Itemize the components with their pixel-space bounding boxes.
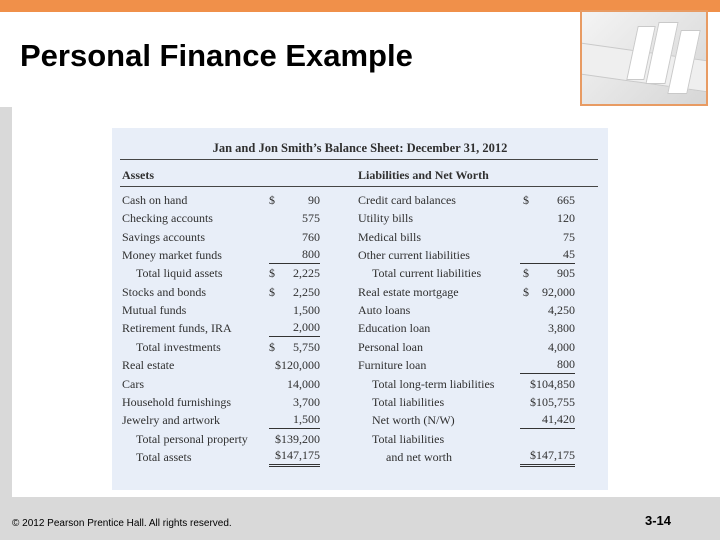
row-amount: 4,250 [548,303,575,318]
row-label: Education loan [358,321,431,336]
row-amount: 3,800 [548,321,575,336]
row-amount: 2,250 [293,284,320,299]
row-label: Total liabilities [372,394,445,409]
liabilities-header: Liabilities and Net Worth [358,168,489,182]
row-label: Total current liabilities [372,266,482,281]
dollar-sign: $ [523,193,529,207]
row-amount: 2,000 [269,319,320,337]
row-amount: 41,420 [520,411,575,429]
liability-row [112,338,608,356]
liability-row [112,393,608,411]
title-rule [120,159,598,160]
row-amount: 1,500 [293,303,320,318]
row-label: Utility bills [358,211,414,226]
row-label: Furniture loan [358,358,427,373]
assets-header: Assets [122,168,154,182]
liability-row [112,448,608,466]
row-amount: 5,750 [293,339,320,354]
row-amount: 575 [302,211,320,226]
row-amount: 2,225 [293,266,320,281]
row-label: Real estate [122,358,175,373]
balance-sheet [112,128,608,490]
row-label: Mutual funds [122,303,187,318]
row-label: Other current liabilities [358,248,470,263]
liability-row [112,301,608,319]
liability-row [112,375,608,393]
row-label: Retirement funds, IRA [122,321,232,336]
row-amount: 800 [520,356,575,374]
row-amount: 1,500 [269,411,320,429]
conference-room-photo [580,10,708,106]
liability-row [112,264,608,282]
row-label: Money market funds [122,248,222,263]
dollar-sign: $ [523,266,529,281]
row-amount: $104,850 [530,376,575,391]
row-label: Total investments [136,339,221,354]
row-amount: $105,755 [530,394,575,409]
row-label: Total liquid assets [136,266,223,281]
dollar-sign: $ [269,339,275,354]
row-amount: $147,175 [269,448,320,467]
liability-row [112,411,608,429]
row-label: Jewelry and artwork [122,413,220,428]
row-label: Cash on hand [122,193,188,207]
dollar-sign: $ [269,193,275,207]
dollar-sign: $ [269,266,275,281]
row-label: Cars [122,376,144,391]
liability-row [112,319,608,337]
slide-title: Personal Finance Example [20,38,413,73]
row-amount: 45 [520,246,575,264]
row-amount: 92,000 [542,284,575,299]
row-label: Household furnishings [122,394,231,409]
row-amount: 665 [557,193,575,207]
balance-sheet-title: Jan and Jon Smith’s Balance Sheet: December 31, 2012 [212,141,508,155]
row-label: Total long-term liabilities [372,376,495,391]
row-label: Auto loans [358,303,411,318]
row-amount: 120 [557,211,575,226]
liability-row [112,356,608,374]
liability-row [112,228,608,246]
row-label: Personal loan [358,339,423,354]
row-label: Stocks and bonds [122,284,206,299]
page-number: 3-14 [645,513,672,528]
row-label: Savings accounts [122,229,205,244]
row-amount: 3,700 [293,394,320,409]
row-label: Total assets [136,449,192,464]
row-label: Checking accounts [122,211,213,226]
row-amount: 75 [563,229,575,244]
dollar-sign: $ [523,284,529,299]
dollar-sign: $ [269,284,275,299]
row-amount: 760 [302,229,320,244]
row-amount: 800 [269,246,320,264]
row-amount: 4,000 [548,339,575,354]
row-label: Credit card balances [358,193,456,207]
row-amount: $147,175 [520,448,575,467]
row-label: Real estate mortgage [358,284,459,299]
row-amount: 905 [557,266,575,281]
row-amount: $120,000 [275,358,320,373]
row-label: and net worth [386,449,452,464]
header-rule [120,186,598,187]
liability-row [112,209,608,227]
liability-row [112,191,608,209]
row-label: Total liabilities [372,431,445,446]
row-amount: 14,000 [287,376,320,391]
copyright-footer: © 2012 Pearson Prentice Hall. All rights reserved. [12,518,232,529]
row-label: Medical bills [358,229,421,244]
row-amount: $139,200 [275,431,320,446]
row-label: Total personal property [136,431,248,446]
liability-row [112,246,608,264]
row-label: Net worth (N/W) [372,413,455,428]
liability-row [112,430,608,448]
row-amount: 90 [308,193,320,207]
liability-row [112,283,608,301]
